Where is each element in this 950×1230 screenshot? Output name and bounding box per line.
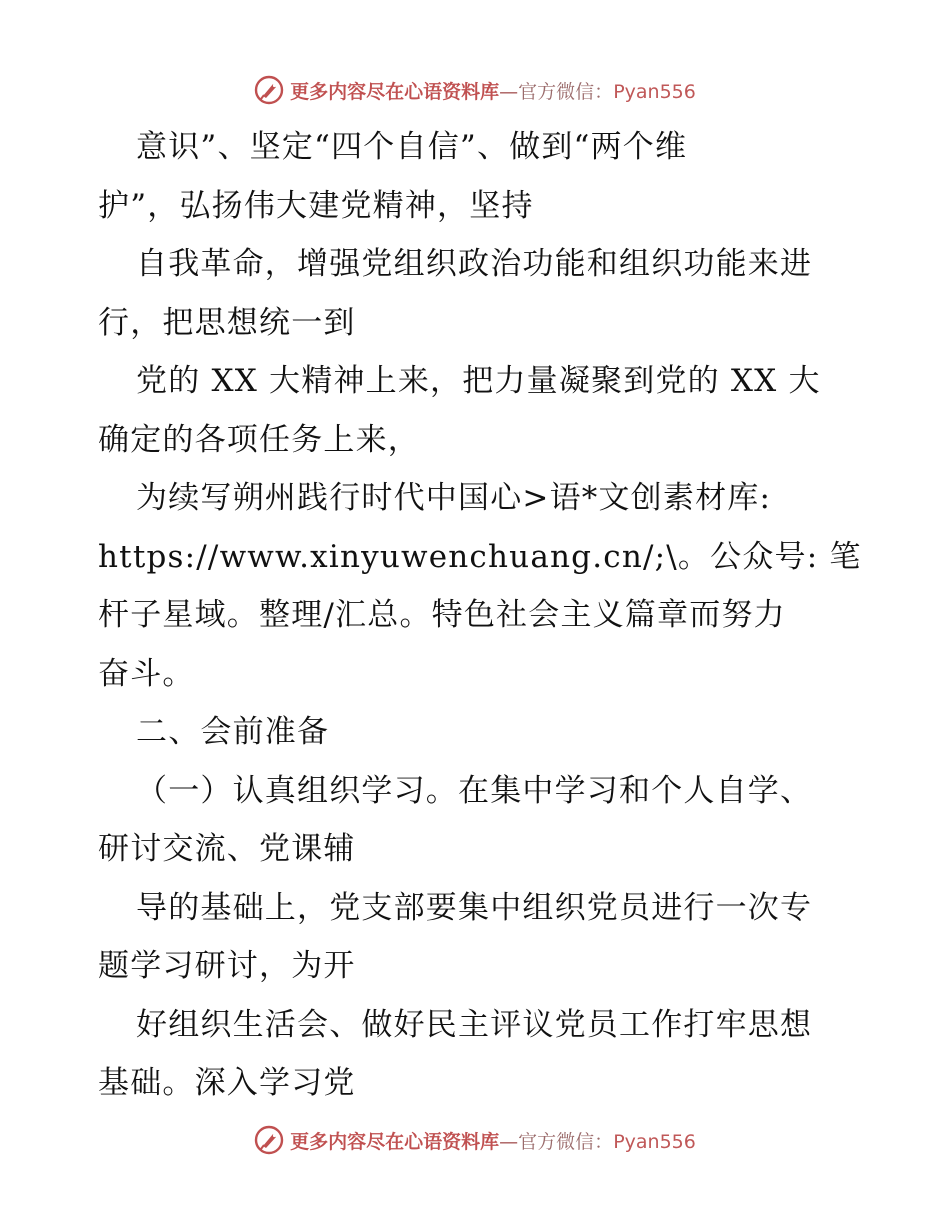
text-line: 行，把思想统一到	[98, 304, 356, 341]
text-line: 意识”、坚定“四个自信”、做到“两个维	[136, 129, 688, 165]
text-line: 护”，弘扬伟大建党精神，坚持	[98, 187, 534, 224]
text-line: https://www.xinyuwenchuang.cn/;\。公众号: 笔	[98, 538, 862, 575]
pen-nib-logo-icon	[254, 75, 284, 105]
footer-banner	[0, 1120, 950, 1160]
text-line: 党的 XX 大精神上来，把力量凝聚到党的 XX 大	[136, 363, 821, 399]
banner-brand: 更多内容尽在心语资料库	[290, 80, 500, 103]
banner-label: 官方微信：	[518, 1130, 614, 1153]
text-line: 二、会前准备	[136, 714, 330, 750]
pen-nib-logo-icon	[254, 1125, 284, 1155]
banner-wechat-id: Pyan556	[613, 1130, 696, 1153]
banner-label: 官方微信：	[518, 80, 614, 103]
text-line: 杆子星域。整理/汇总。特色社会主义篇章而努力	[98, 597, 786, 633]
header-banner	[0, 70, 950, 110]
banner-text	[290, 1127, 696, 1154]
text-line: 奋斗。	[98, 655, 195, 692]
text-line: 自我革命，增强党组织政治功能和组织功能来进	[136, 246, 813, 282]
banner-separator: —	[499, 1130, 519, 1153]
text-line: 导的基础上，党支部要集中组织党员进行一次专	[136, 889, 813, 926]
banner-text	[290, 77, 696, 104]
banner-separator: —	[499, 80, 519, 103]
text-line: 基础。深入学习党	[98, 1065, 356, 1101]
text-line: 研讨交流、党课辅	[98, 831, 356, 867]
document-body	[98, 118, 862, 1113]
text-line: （一）认真组织学习。在集中学习和个人自学、	[136, 772, 813, 809]
text-line: 题学习研讨，为开	[98, 948, 356, 984]
text-line: 好组织生活会、做好民主评议党员工作打牢思想	[136, 1006, 813, 1043]
banner-wechat-id: Pyan556	[613, 80, 696, 103]
banner-brand: 更多内容尽在心语资料库	[290, 1130, 500, 1153]
text-line: 确定的各项任务上来，	[98, 421, 420, 458]
text-line: 为续写朔州践行时代中国心>语*文创素材库:	[136, 480, 772, 516]
